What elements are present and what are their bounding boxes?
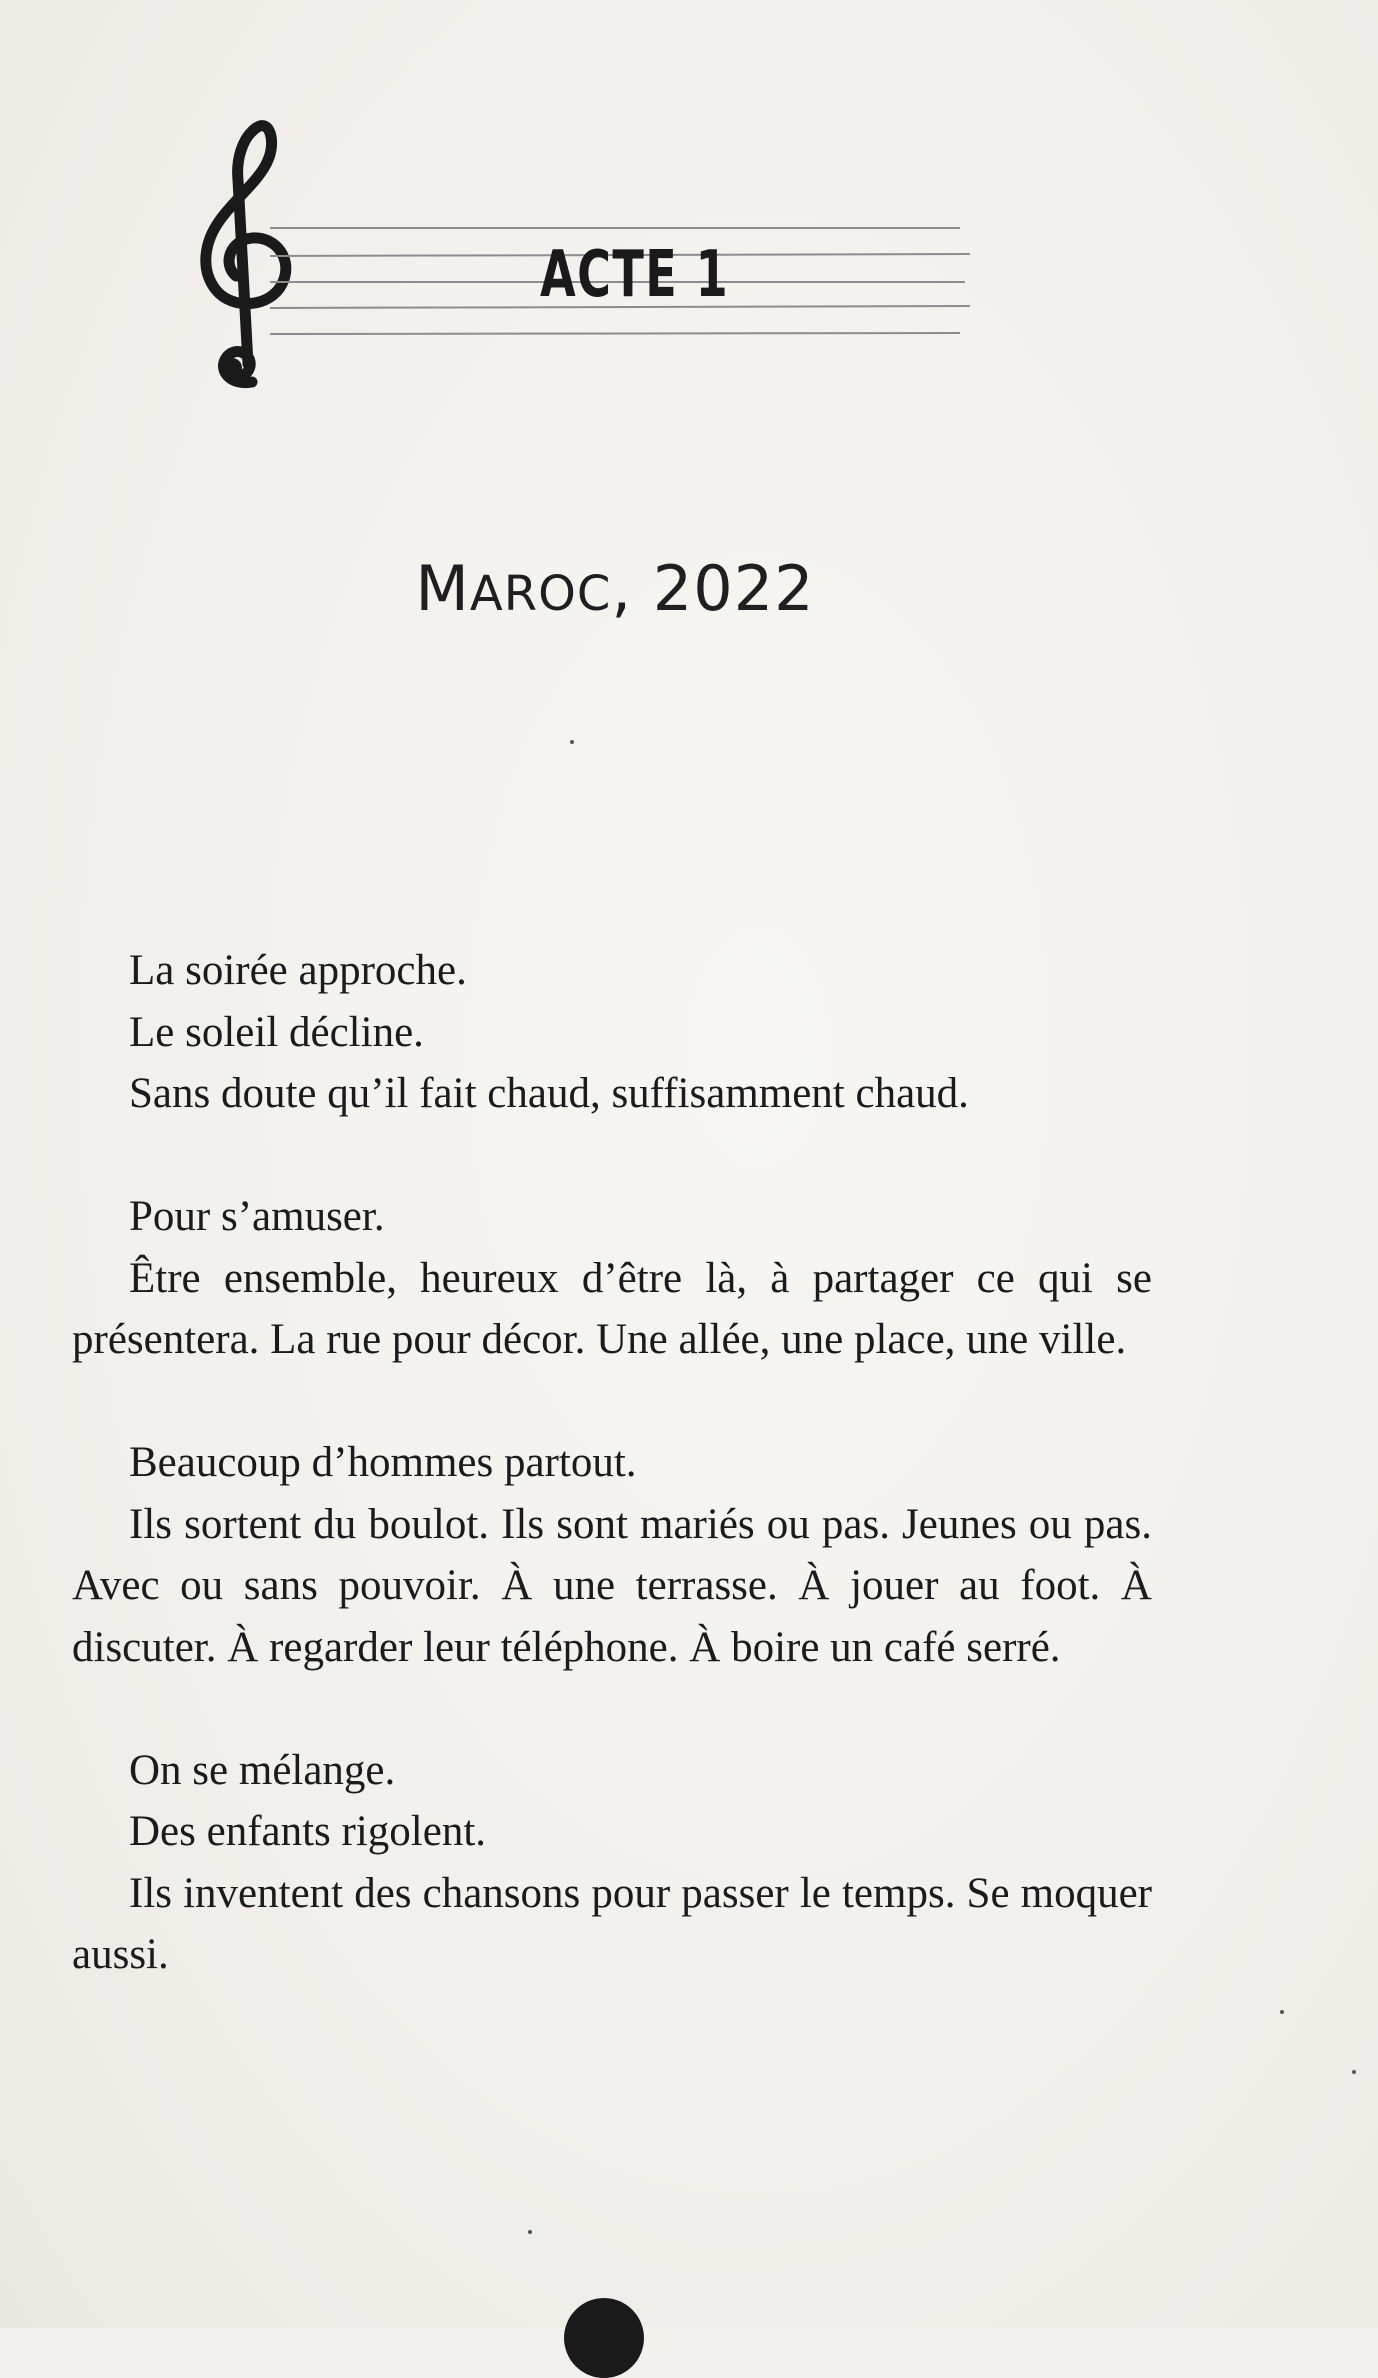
body-line: La soirée approche. (129, 947, 467, 994)
chapter-place-title (0, 552, 1230, 625)
page-number-disc (564, 2298, 644, 2378)
body-line: Sans doute qu’il fait chaud, suffisamment chaud. (129, 1070, 969, 1117)
body-text (72, 940, 1152, 1986)
paper-speck (570, 740, 574, 744)
body-line: Être ensemble, heureux d’être là, à partager ce qui se présentera. La rue pour décor. Une allée, une place, une ville. (72, 1254, 1152, 1363)
paragraph-gap (72, 1678, 1152, 1740)
act-title: ACTE 1 (540, 238, 730, 312)
place-title-smallcaps: AROC (469, 566, 612, 622)
paragraph-gap (72, 1371, 1152, 1433)
body-line: Le soleil décline. (129, 1008, 424, 1056)
body-line: Pour s’amuser. (129, 1193, 385, 1240)
paper-speck (528, 2230, 532, 2234)
body-line: Des enfants rigolent. (129, 1808, 487, 1855)
body-line: Ils inventent des chansons pour passer le temps. Se moquer aussi. (72, 1869, 1152, 1978)
act-header (190, 120, 970, 400)
paper-speck (1280, 2010, 1284, 2014)
paragraph-gap (72, 1125, 1152, 1187)
paper-speck (1352, 2070, 1356, 2074)
body-line: Ils sortent du boulot. Ils sont mariés ou pas. Jeunes ou pas. Avec ou sans pouvoir. À une terrasse. À jouer au foot. À discuter. À regarder leur téléphone. À boire un café serré. (72, 1500, 1152, 1671)
place-title-year: , 2022 (611, 552, 815, 625)
place-title-initial: M (415, 552, 470, 625)
body-line: Beaucoup d’hommes partout. (129, 1439, 637, 1486)
body-line: On se mélange. (129, 1746, 396, 1794)
